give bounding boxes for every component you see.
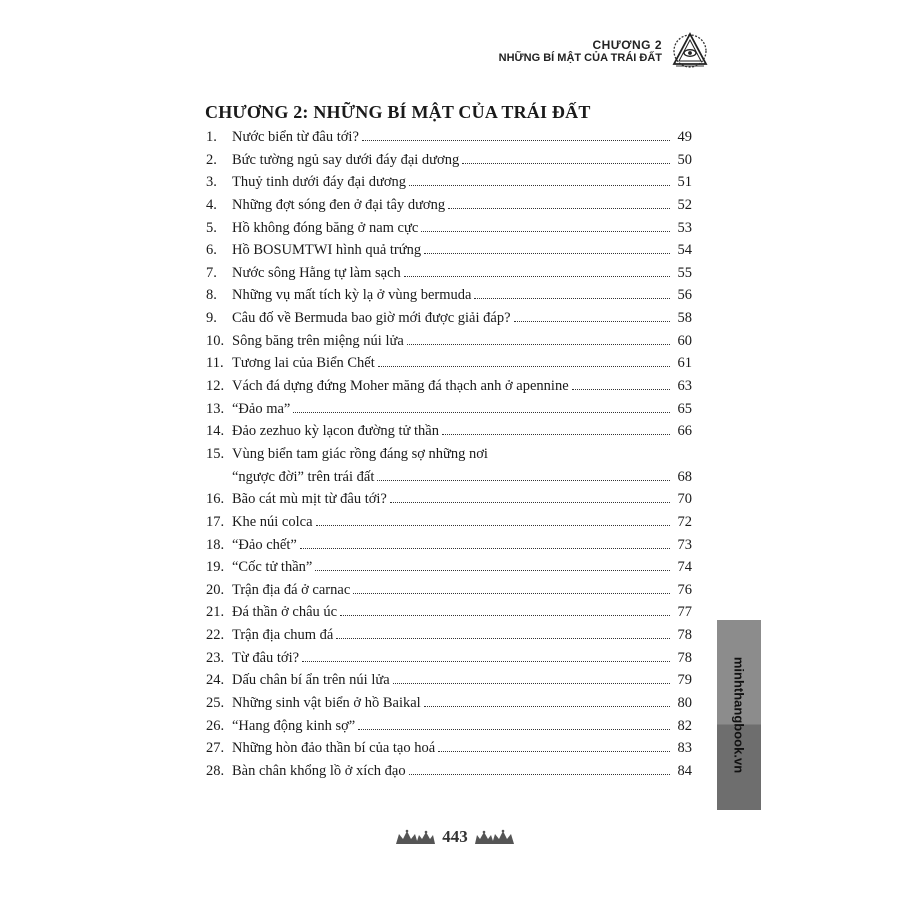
toc-entry-title: Câu đố về Bermuda bao giờ mới được giải đáp?	[232, 310, 511, 327]
toc-entry-page: 78	[677, 649, 692, 666]
toc-entry[interactable]	[206, 262, 692, 285]
toc-entry[interactable]	[206, 239, 692, 262]
toc-entry[interactable]	[206, 601, 692, 624]
toc-list	[206, 126, 692, 783]
toc-entry-number: 15.	[206, 445, 225, 462]
toc-entry-title: Những hòn đảo thần bí của tạo hoá	[232, 740, 436, 757]
toc-entry-title: Vùng biển tam giác rồng đáng sợ những nơi	[232, 445, 488, 462]
toc-entry-page: 50	[677, 151, 692, 168]
toc-entry-page: 68	[677, 468, 692, 485]
toc-entry-title: Vách đá dựng đứng Moher măng đá thạch anh ở apennine	[232, 378, 569, 395]
toc-entry-number: 28.	[206, 762, 225, 779]
toc-entry-title: “Hang động kinh sợ”	[232, 717, 356, 734]
toc-entry[interactable]	[206, 284, 692, 307]
toc-entry-number: 12.	[206, 378, 225, 395]
toc-entry-title: Đảo zezhuo kỳ lạcon đường tử thần	[232, 423, 439, 440]
toc-entry-page: 63	[677, 378, 692, 395]
running-head	[499, 39, 662, 65]
toc-entry-title: Trận địa đá ở carnac	[232, 581, 351, 598]
toc-entry[interactable]	[206, 217, 692, 240]
toc-entry-number: 8.	[206, 287, 217, 304]
toc-entry-number: 22.	[206, 627, 225, 644]
toc-entry[interactable]	[206, 194, 692, 217]
toc-entry-page: 83	[677, 740, 692, 757]
toc-entry[interactable]	[206, 647, 692, 670]
toc-entry[interactable]	[206, 669, 692, 692]
toc-leader-dots	[572, 388, 670, 390]
toc-leader-dots	[358, 728, 670, 730]
toc-leader-dots	[442, 433, 670, 435]
toc-entry-number: 23.	[206, 649, 225, 666]
toc-leader-dots	[316, 524, 670, 526]
toc-entry[interactable]	[206, 579, 692, 602]
toc-entry-page: 60	[677, 332, 692, 349]
toc-leader-dots	[353, 592, 670, 594]
toc-entry[interactable]	[206, 760, 692, 783]
toc-entry-title: “Đảo ma”	[232, 400, 291, 417]
toc-entry-number: 7.	[206, 264, 217, 281]
toc-entry-title: Hồ BOSUMTWI hình quả trứng	[232, 242, 422, 259]
page-number: 443	[442, 827, 468, 846]
toc-leader-dots	[393, 682, 670, 684]
toc-entry-page: 79	[677, 672, 692, 689]
toc-entry-title: Nước biển từ đâu tới?	[232, 129, 359, 145]
toc-entry-title: Bức tường ngủ say dưới đáy đại dương	[232, 151, 460, 168]
toc-leader-dots	[404, 275, 670, 277]
toc-entry-number: 27.	[206, 740, 225, 757]
toc-entry-number: 25.	[206, 695, 225, 712]
toc-entry-number: 14.	[206, 423, 225, 440]
toc-entry-page: 54	[677, 242, 692, 259]
toc-entry-number: 20.	[206, 581, 225, 598]
toc-leader-dots	[302, 660, 670, 662]
toc-leader-dots	[315, 569, 670, 571]
toc-entry-number: 4.	[206, 196, 217, 213]
running-head-title: NHỮNG BÍ MẬT CỦA TRÁI ĐẤT	[498, 52, 662, 64]
toc-entry[interactable]	[206, 692, 692, 715]
toc-entry-page: 74	[677, 559, 692, 576]
toc-entry-title: Khe núi colca	[232, 513, 313, 530]
toc-entry-page: 58	[677, 310, 692, 327]
toc-entry-number: 5.	[206, 219, 217, 236]
toc-leader-dots	[378, 365, 670, 367]
toc-entry-page: 65	[677, 400, 692, 417]
toc-entry-page: 77	[677, 604, 692, 621]
toc-entry-title: Tương lai của Biển Chết	[232, 355, 375, 372]
toc-entry-title: Nước sông Hằng tự làm sạch	[232, 264, 401, 281]
toc-entry[interactable]	[206, 534, 692, 557]
toc-entry-number: 2.	[206, 151, 217, 168]
toc-entry-title: “Đảo chết”	[232, 536, 297, 553]
toc-entry-title: Những vụ mất tích kỳ lạ ở vùng bermuda	[232, 287, 472, 304]
toc-entry-title: Sông băng trên miệng núi lửa	[232, 332, 404, 349]
toc-entry[interactable]	[206, 488, 692, 511]
toc-leader-dots	[448, 207, 670, 209]
toc-entry-page: 78	[677, 627, 692, 644]
crown-ornament-icon	[394, 828, 436, 846]
toc-entry-title: Đá thần ở châu úc	[232, 604, 338, 621]
toc-entry[interactable]	[206, 511, 692, 534]
toc-entry[interactable]	[206, 375, 692, 398]
toc-entry-title: Thuỷ tinh dưới đáy đại dương	[232, 174, 407, 191]
toc-leader-dots	[377, 479, 670, 481]
toc-entry-number: 26.	[206, 717, 225, 734]
toc-entry-title: Dấu chân bí ẩn trên núi lửa	[232, 672, 390, 689]
toc-entry-number: 16.	[206, 491, 225, 508]
toc-entry-number: 18.	[206, 536, 225, 553]
toc-entry-number: 3.	[206, 174, 217, 191]
toc-leader-dots	[462, 162, 670, 164]
toc-entry-title: Hồ không đóng băng ở nam cực	[232, 219, 419, 236]
toc-entry-page: 76	[677, 581, 692, 598]
toc-leader-dots	[362, 139, 670, 141]
toc-entry-number: 19.	[206, 559, 225, 576]
toc-entry-page: 49	[677, 129, 692, 145]
toc-heading: CHƯƠNG 2: NHỮNG BÍ MẬT CỦA TRÁI ĐẤT	[205, 102, 591, 122]
toc-entry[interactable]	[206, 352, 692, 375]
toc-entry[interactable]	[206, 420, 692, 443]
toc-entry-title: Từ đâu tới?	[232, 649, 300, 666]
toc-entry[interactable]	[206, 715, 692, 738]
toc-entry-page: 80	[677, 695, 692, 712]
eye-triangle-icon	[670, 30, 710, 68]
toc-entry[interactable]	[206, 171, 692, 194]
toc-entry-continuation[interactable]	[206, 466, 692, 489]
toc-entry-number: 1.	[206, 129, 217, 145]
toc-entry-number: 9.	[206, 310, 217, 327]
toc-entry-title: Trận địa chum đá	[232, 627, 334, 644]
toc-leader-dots	[390, 501, 670, 503]
toc-entry-title: Những đợt sóng đen ở đại tây dương	[232, 196, 446, 213]
toc-leader-dots	[438, 750, 670, 752]
toc-entry-title: Những sinh vật biển ở hồ Baikal	[232, 695, 421, 712]
toc-entry-number: 6.	[206, 242, 217, 259]
toc-entry-title: Bão cát mù mịt từ đâu tới?	[232, 491, 387, 508]
toc-leader-dots	[514, 320, 670, 322]
toc-entry[interactable]	[206, 398, 692, 421]
toc-entry-page: 53	[677, 219, 692, 236]
toc-entry-page: 56	[677, 287, 692, 304]
toc-entry[interactable]	[206, 737, 692, 760]
toc-leader-dots	[421, 230, 670, 232]
toc-entry-title: Bàn chân khổng lồ ở xích đạo	[232, 762, 406, 779]
toc-entry-number: 21.	[206, 604, 225, 621]
toc-entry-page: 61	[677, 355, 692, 372]
toc-entry[interactable]	[206, 443, 692, 466]
toc-entry-page: 82	[677, 717, 692, 734]
toc-entry-number: 13.	[206, 400, 225, 417]
toc-entry[interactable]	[206, 556, 692, 579]
toc-entry-page: 72	[677, 513, 692, 530]
toc-entry-number: 24.	[206, 672, 225, 689]
toc-entry[interactable]	[206, 330, 692, 353]
toc-entry-page: 66	[677, 423, 692, 440]
toc-leader-dots	[424, 705, 670, 707]
toc-entry[interactable]	[206, 307, 692, 330]
toc-entry-number: 10.	[206, 332, 225, 349]
toc-entry-page: 70	[677, 491, 692, 508]
toc-entry-title-continued: “ngược đời” trên trái đất	[232, 468, 375, 485]
toc-leader-dots	[293, 411, 670, 413]
running-head-chapter: CHƯƠNG 2	[592, 38, 662, 52]
toc-entry-page: 73	[677, 536, 692, 553]
toc-leader-dots	[409, 773, 670, 775]
toc-entry-number: 17.	[206, 513, 225, 530]
toc-entry-page: 51	[677, 174, 692, 191]
toc-entry-page: 52	[677, 196, 692, 213]
toc-entry-title: “Cốc tử thần”	[232, 559, 313, 576]
toc-entry[interactable]	[206, 624, 692, 647]
toc-entry[interactable]	[206, 126, 692, 149]
toc-entry-page: 55	[677, 264, 692, 281]
toc-leader-dots	[336, 637, 670, 639]
toc-leader-dots	[409, 184, 670, 186]
side-tab	[717, 620, 761, 810]
toc-leader-dots	[340, 614, 670, 616]
toc-leader-dots	[300, 547, 670, 549]
toc-leader-dots	[424, 252, 670, 254]
toc-leader-dots	[474, 297, 670, 299]
toc-entry-page: 84	[677, 762, 692, 779]
side-tab-text: minhthangbook.vn	[731, 656, 747, 774]
page-footer	[380, 822, 530, 852]
crown-ornament-icon	[474, 828, 516, 846]
toc-entry[interactable]	[206, 149, 692, 172]
toc-leader-dots	[407, 343, 670, 345]
toc-entry-number: 11.	[206, 355, 224, 372]
